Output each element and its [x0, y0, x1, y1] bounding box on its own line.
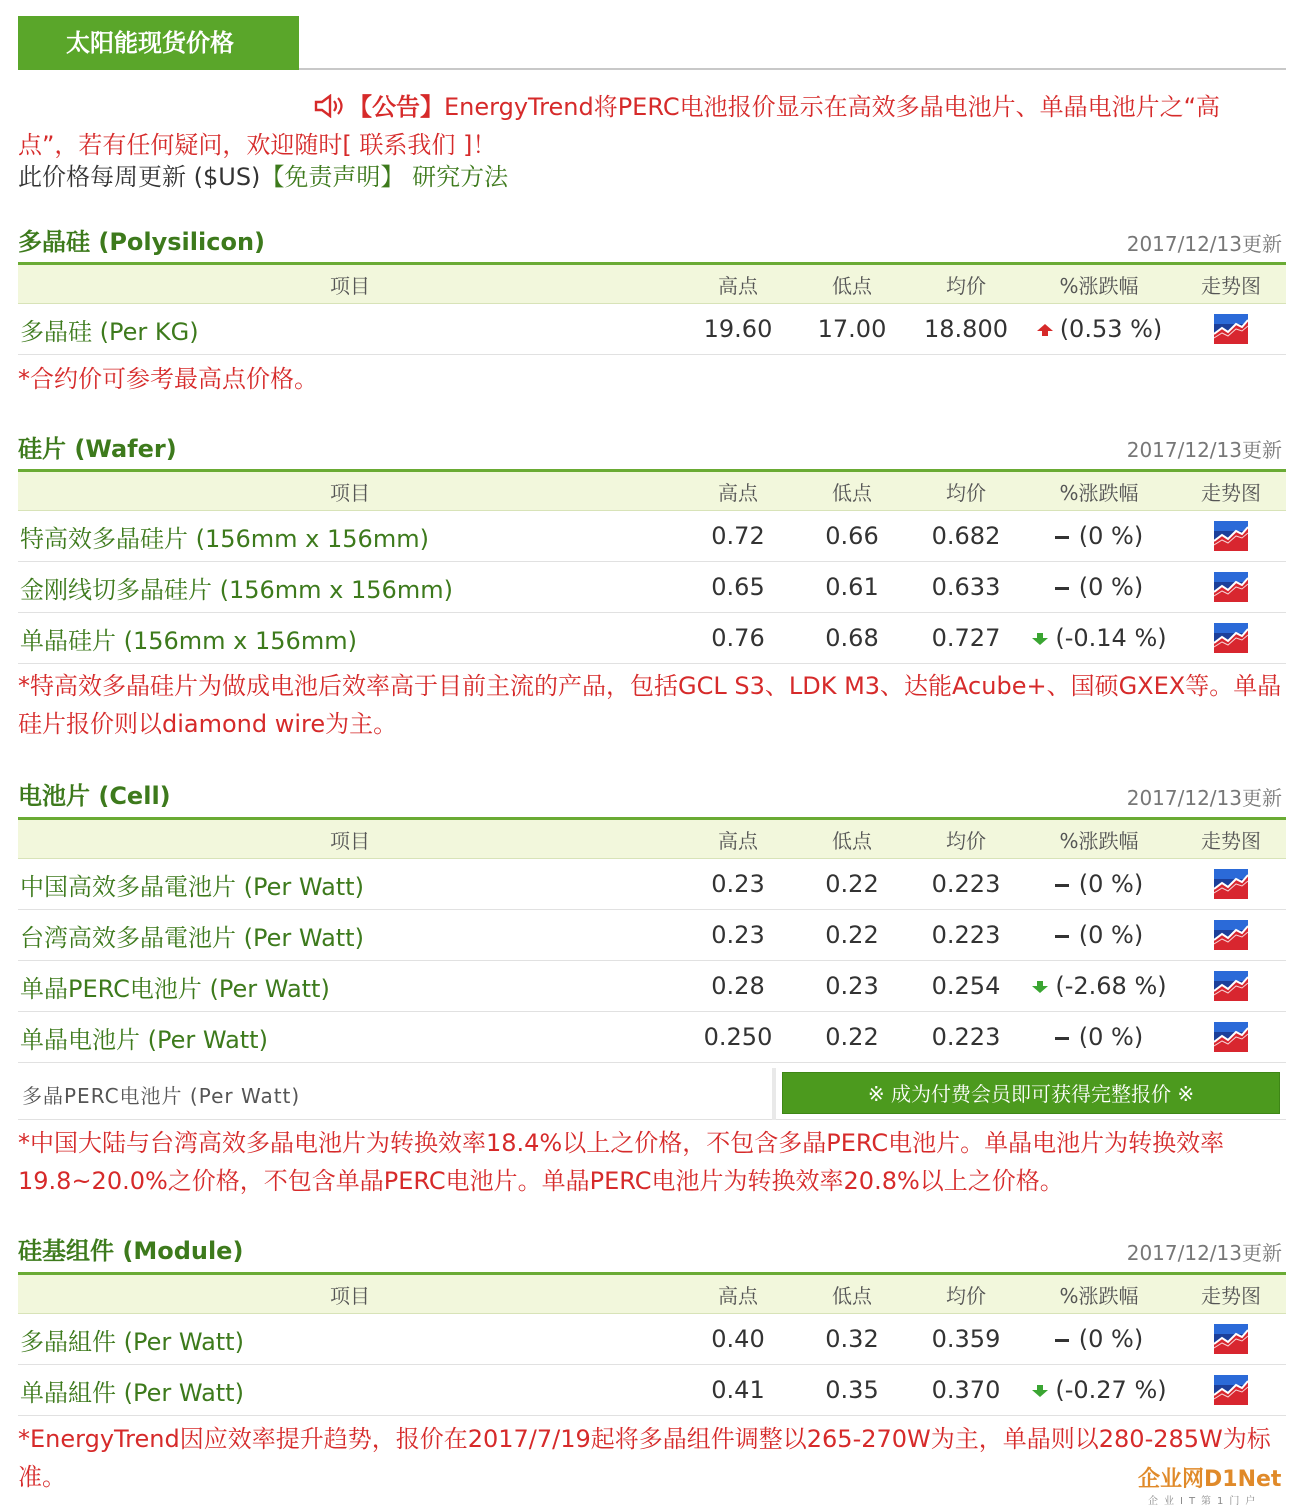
down-arrow-icon [1031, 632, 1049, 646]
column-header-change: %涨跌幅 [1022, 1274, 1176, 1314]
column-header-high: 高点 [682, 471, 794, 511]
table-row [18, 613, 1286, 664]
section-title: 硅基组件 (Module) [18, 1237, 244, 1265]
product-name[interactable]: 特高效多晶硅片 (156mm x 156mm) [18, 511, 682, 562]
watermark-line1: 企业网D1Net [1138, 1467, 1282, 1492]
column-header-change: %涨跌幅 [1022, 471, 1176, 511]
product-name[interactable]: 金刚线切多晶硅片 (156mm x 156mm) [18, 562, 682, 613]
price-change [1022, 1314, 1176, 1365]
price-table [18, 817, 1286, 1063]
table-row [18, 910, 1286, 961]
price-change [1022, 613, 1176, 664]
column-header-item: 项目 [18, 264, 682, 304]
trend-chart-icon[interactable] [1214, 623, 1248, 653]
up-arrow-icon [1036, 323, 1054, 337]
product-name[interactable]: 台湾高效多晶電池片 (Per Watt) [18, 910, 682, 961]
trend-chart-icon[interactable] [1214, 920, 1248, 950]
trend-chart-icon[interactable] [1214, 1324, 1248, 1354]
section-update-date: 2017/12/13更新 [1126, 1241, 1282, 1265]
price-low: 17.00 [794, 304, 910, 355]
product-name[interactable]: 多晶組件 (Per Watt) [18, 1314, 682, 1365]
price-low: 0.22 [794, 859, 910, 910]
price-change [1022, 859, 1176, 910]
update-info [18, 160, 508, 194]
price-low: 0.35 [794, 1365, 910, 1416]
trend-chart-icon[interactable] [1214, 1375, 1248, 1405]
change-percent: (0.53 %) [1059, 315, 1163, 343]
price-change [1022, 961, 1176, 1012]
change-percent: (0 %) [1078, 921, 1144, 949]
price-low: 0.22 [794, 910, 910, 961]
flat-dash-icon [1055, 1037, 1069, 1040]
locked-price-row [18, 1068, 1286, 1120]
page-title: 太阳能现货价格 [18, 16, 299, 70]
flat-dash-icon [1055, 1339, 1069, 1342]
column-header-change: %涨跌幅 [1022, 819, 1176, 859]
price-avg: 18.800 [910, 304, 1022, 355]
product-name[interactable]: 多晶硅 (Per KG) [18, 304, 682, 355]
trend-chart-icon[interactable] [1214, 314, 1248, 344]
announcement [18, 88, 1258, 164]
announcement-label: 【公告】 [348, 93, 444, 121]
trend-chart-icon[interactable] [1214, 869, 1248, 899]
table-row [18, 1365, 1286, 1416]
trend-chart-icon[interactable] [1214, 572, 1248, 602]
price-high: 0.23 [682, 859, 794, 910]
column-header-item: 项目 [18, 819, 682, 859]
trend-chart-icon[interactable] [1214, 521, 1248, 551]
section-footnote: *合约价可参考最高点价格。 [18, 365, 318, 393]
price-avg: 0.223 [910, 859, 1022, 910]
price-low: 0.66 [794, 511, 910, 562]
table-header-row [18, 1274, 1286, 1314]
table-row [18, 961, 1286, 1012]
table-row [18, 511, 1286, 562]
trend-cell[interactable] [1176, 511, 1286, 562]
column-header-high: 高点 [682, 819, 794, 859]
section-title: 硅片 (Wafer) [18, 435, 177, 463]
price-high: 0.41 [682, 1365, 794, 1416]
update-frequency: 此价格每周更新 ($US) [18, 163, 261, 191]
section-title: 多晶硅 (Polysilicon) [18, 228, 266, 256]
change-percent: (0 %) [1078, 573, 1144, 601]
trend-cell[interactable] [1176, 1012, 1286, 1063]
column-header-high: 高点 [682, 264, 794, 304]
table-header-row [18, 471, 1286, 511]
price-table [18, 262, 1286, 355]
speaker-icon [314, 94, 344, 118]
price-avg: 0.223 [910, 910, 1022, 961]
price-avg: 0.682 [910, 511, 1022, 562]
price-low: 0.32 [794, 1314, 910, 1365]
title-bar [18, 14, 1286, 70]
section-footnote: *中国大陆与台湾高效多晶电池片为转换效率18.4%以上之价格，不包含多晶PERC电池片。单晶电池片为转换效率19.8~20.0%之价格，不包含单晶PERC电池片。单晶PERC电池片为转换效率20.8%以上之价格。 [18, 1129, 1225, 1195]
column-header-high: 高点 [682, 1274, 794, 1314]
table-row [18, 1314, 1286, 1365]
column-header-item: 项目 [18, 471, 682, 511]
down-arrow-icon [1031, 980, 1049, 994]
column-header-avg: 均价 [910, 264, 1022, 304]
change-percent: (0 %) [1078, 1325, 1144, 1353]
price-avg: 0.370 [910, 1365, 1022, 1416]
change-percent: (0 %) [1078, 522, 1144, 550]
table-header-row [18, 819, 1286, 859]
flat-dash-icon [1055, 587, 1069, 590]
section-update-date: 2017/12/13更新 [1126, 232, 1282, 256]
price-high: 0.65 [682, 562, 794, 613]
methodology-link[interactable]: 研究方法 [412, 163, 509, 191]
column-header-low: 低点 [794, 471, 910, 511]
price-low: 0.22 [794, 1012, 910, 1063]
product-name[interactable]: 单晶組件 (Per Watt) [18, 1365, 682, 1416]
price-avg: 0.727 [910, 613, 1022, 664]
price-low: 0.68 [794, 613, 910, 664]
column-header-item: 项目 [18, 1274, 682, 1314]
down-arrow-icon [1031, 1384, 1049, 1398]
trend-cell[interactable] [1176, 859, 1286, 910]
product-name[interactable]: 单晶硅片 (156mm x 156mm) [18, 613, 682, 664]
price-table [18, 1272, 1286, 1416]
column-header-trend: 走势图 [1176, 1274, 1286, 1314]
trend-chart-icon[interactable] [1214, 1022, 1248, 1052]
trend-cell[interactable] [1176, 562, 1286, 613]
price-avg: 0.223 [910, 1012, 1022, 1063]
product-name[interactable]: 单晶PERC电池片 (Per Watt) [18, 961, 682, 1012]
section-title: 电池片 (Cell) [18, 782, 171, 810]
locked-product-name: 多晶PERC电池片 (Per Watt) [22, 1084, 301, 1108]
price-change [1022, 1012, 1176, 1063]
trend-cell[interactable] [1176, 1314, 1286, 1365]
flat-dash-icon [1055, 935, 1069, 938]
price-change [1022, 511, 1176, 562]
table-row [18, 859, 1286, 910]
trend-cell[interactable] [1176, 304, 1286, 355]
price-high: 0.72 [682, 511, 794, 562]
trend-cell[interactable] [1176, 910, 1286, 961]
trend-cell[interactable] [1176, 1365, 1286, 1416]
section-update-date: 2017/12/13更新 [1126, 438, 1282, 462]
column-header-avg: 均价 [910, 471, 1022, 511]
change-percent: (0 %) [1078, 1023, 1144, 1051]
become-member-button[interactable]: ※ 成为付费会员即可获得完整报价 ※ [782, 1072, 1280, 1114]
price-high: 0.40 [682, 1314, 794, 1365]
column-header-change: %涨跌幅 [1022, 264, 1176, 304]
section-footnote: *EnergyTrend因应效率提升趋势，报价在2017/7/19起将多晶组件调整以265-270W为主，单晶则以280-285W为标准。 [18, 1425, 1271, 1491]
price-avg: 0.633 [910, 562, 1022, 613]
column-header-trend: 走势图 [1176, 264, 1286, 304]
price-avg: 0.359 [910, 1314, 1022, 1365]
column-header-low: 低点 [794, 264, 910, 304]
table-row [18, 1012, 1286, 1063]
column-header-low: 低点 [794, 1274, 910, 1314]
flat-dash-icon [1055, 536, 1069, 539]
price-avg: 0.254 [910, 961, 1022, 1012]
price-low: 0.61 [794, 562, 910, 613]
column-header-low: 低点 [794, 819, 910, 859]
product-name[interactable]: 单晶电池片 (Per Watt) [18, 1012, 682, 1063]
section-footnote: *特高效多晶硅片为做成电池后效率高于目前主流的产品，包括GCL S3、LDK M3、达能Acube+、国硕GXEX等。单晶硅片报价则以diamond wire为主。 [18, 672, 1282, 738]
change-percent: (-0.14 %) [1055, 624, 1167, 652]
change-percent: (-0.27 %) [1055, 1376, 1167, 1404]
price-high: 0.28 [682, 961, 794, 1012]
trend-cell[interactable] [1176, 613, 1286, 664]
product-name[interactable]: 中国高效多晶電池片 (Per Watt) [18, 859, 682, 910]
price-high: 0.23 [682, 910, 794, 961]
price-low: 0.23 [794, 961, 910, 1012]
price-change [1022, 562, 1176, 613]
change-percent: (0 %) [1078, 870, 1144, 898]
table-row [18, 562, 1286, 613]
trend-chart-icon[interactable] [1214, 971, 1248, 1001]
flat-dash-icon [1055, 884, 1069, 887]
change-percent: (-2.68 %) [1055, 972, 1167, 1000]
column-header-trend: 走势图 [1176, 471, 1286, 511]
price-change [1022, 910, 1176, 961]
table-row [18, 304, 1286, 355]
column-header-avg: 均价 [910, 819, 1022, 859]
disclaimer-link[interactable]: 【免责声明】 [260, 163, 405, 191]
price-change [1022, 304, 1176, 355]
announcement-text[interactable]: EnergyTrend将PERC电池报价显示在高效多晶电池片、单晶电池片之“高点”，若有任何疑问，欢迎随时[ 联系我们 ]！ [18, 93, 1221, 159]
column-header-trend: 走势图 [1176, 819, 1286, 859]
section-update-date: 2017/12/13更新 [1126, 786, 1282, 810]
price-change [1022, 1365, 1176, 1416]
price-table [18, 469, 1286, 664]
d1net-watermark-logo [1138, 1462, 1304, 1506]
price-high: 0.76 [682, 613, 794, 664]
trend-cell[interactable] [1176, 961, 1286, 1012]
table-header-row [18, 264, 1286, 304]
price-high: 19.60 [682, 304, 794, 355]
column-divider [772, 1068, 776, 1120]
watermark-line2: 企业IT第1门户 [1148, 1496, 1262, 1506]
price-high: 0.250 [682, 1012, 794, 1063]
column-header-avg: 均价 [910, 1274, 1022, 1314]
